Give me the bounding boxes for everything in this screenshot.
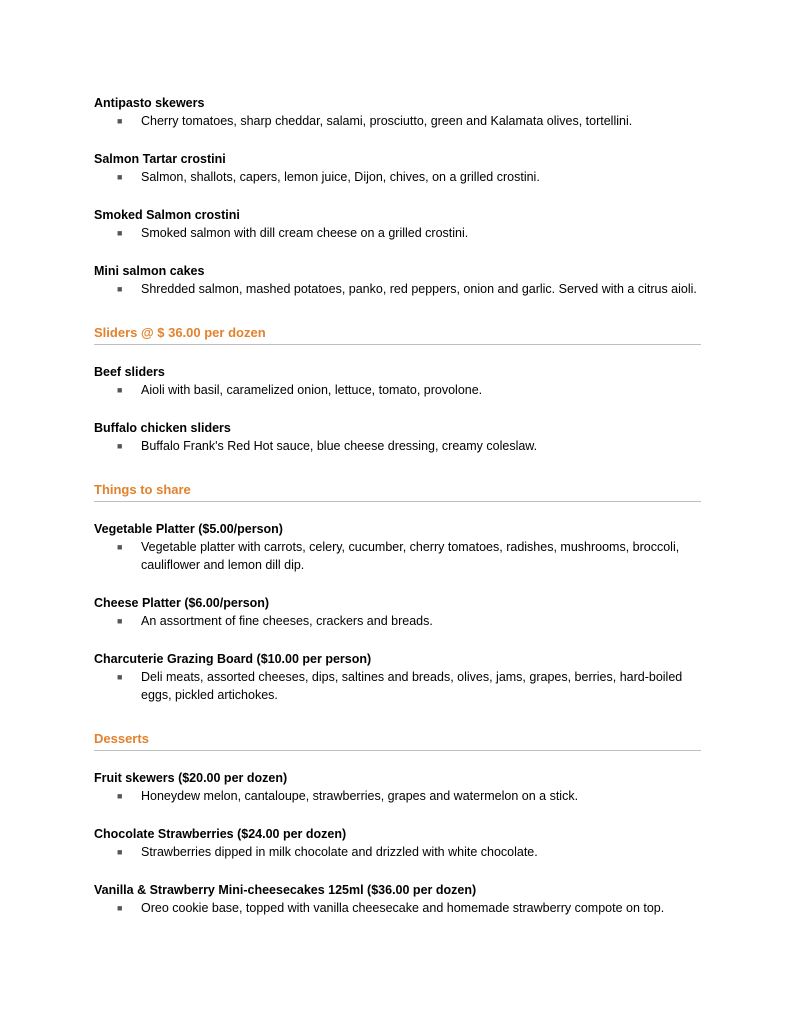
menu-item: [94, 206, 701, 242]
item-description: [94, 899, 701, 917]
menu-page: [94, 94, 701, 937]
item-title: Antipasto skewers: [94, 96, 205, 110]
square-bullet-icon: ■: [117, 116, 123, 126]
item-description: [94, 224, 701, 242]
menu-item: [94, 520, 701, 574]
square-bullet-icon: ■: [117, 542, 123, 552]
square-bullet-icon: ■: [117, 284, 123, 294]
item-description: [94, 381, 701, 399]
menu-item: [94, 419, 701, 455]
item-description: [94, 538, 701, 574]
item-description: [94, 843, 701, 861]
item-description: [94, 280, 701, 298]
item-description: [94, 787, 701, 805]
item-description: [94, 612, 701, 630]
square-bullet-icon: ■: [117, 385, 123, 395]
section-heading: Sliders @ $ 36.00 per dozen: [94, 324, 701, 345]
section-sliders: [94, 324, 701, 455]
menu-item: [94, 769, 701, 805]
section-heading: Desserts: [94, 730, 701, 751]
menu-item: [94, 594, 701, 630]
item-title: Salmon Tartar crostini: [94, 152, 226, 166]
item-description-text: An assortment of fine cheeses, crackers and breads.: [141, 614, 433, 628]
menu-item: [94, 881, 701, 917]
item-description-text: Shredded salmon, mashed potatoes, panko, red peppers, onion and garlic. Served with a citrus aioli.: [141, 282, 697, 296]
square-bullet-icon: ■: [117, 228, 123, 238]
menu-item: [94, 825, 701, 861]
item-description-text: Aioli with basil, caramelized onion, lettuce, tomato, provolone.: [141, 383, 483, 397]
square-bullet-icon: ■: [117, 903, 123, 913]
menu-item: [94, 363, 701, 399]
item-description-text: Honeydew melon, cantaloupe, strawberries, grapes and watermelon on a stick.: [141, 789, 579, 803]
item-title: Buffalo chicken sliders: [94, 421, 231, 435]
item-title: Mini salmon cakes: [94, 264, 205, 278]
item-description: [94, 168, 701, 186]
section-things-to-share: [94, 481, 701, 704]
menu-item: [94, 262, 701, 298]
section-desserts: [94, 730, 701, 917]
item-description-text: Vegetable platter with carrots, celery, cucumber, cherry tomatoes, radishes, mushrooms, broccoli, cauliflower and lemon dill dip.: [141, 540, 680, 572]
item-title: Chocolate Strawberries ($24.00 per dozen): [94, 827, 347, 841]
item-title: Charcuterie Grazing Board ($10.00 per person): [94, 652, 372, 666]
item-title: Beef sliders: [94, 365, 165, 379]
item-description: [94, 112, 701, 130]
square-bullet-icon: ■: [117, 847, 123, 857]
square-bullet-icon: ■: [117, 172, 123, 182]
item-description-text: Cherry tomatoes, sharp cheddar, salami, prosciutto, green and Kalamata olives, tortellini.: [141, 114, 633, 128]
item-description: [94, 437, 701, 455]
section-heading: Things to share: [94, 481, 701, 502]
square-bullet-icon: ■: [117, 791, 123, 801]
menu-item: [94, 94, 701, 130]
item-title: Vanilla & Strawberry Mini-cheesecakes 125ml ($36.00 per dozen): [94, 883, 477, 897]
item-description-text: Salmon, shallots, capers, lemon juice, Dijon, chives, on a grilled crostini.: [141, 170, 540, 184]
item-description-text: Oreo cookie base, topped with vanilla cheesecake and homemade strawberry compote on top.: [141, 901, 665, 915]
square-bullet-icon: ■: [117, 616, 123, 626]
item-title: Smoked Salmon crostini: [94, 208, 240, 222]
item-title: Fruit skewers ($20.00 per dozen): [94, 771, 288, 785]
item-title: Cheese Platter ($6.00/person): [94, 596, 270, 610]
menu-item: [94, 650, 701, 704]
item-description: [94, 668, 701, 704]
square-bullet-icon: ■: [117, 672, 123, 682]
item-title: Vegetable Platter ($5.00/person): [94, 522, 283, 536]
item-description-text: Strawberries dipped in milk chocolate and drizzled with white chocolate.: [141, 845, 538, 859]
square-bullet-icon: ■: [117, 441, 123, 451]
item-description-text: Buffalo Frank's Red Hot sauce, blue cheese dressing, creamy coleslaw.: [141, 439, 538, 453]
menu-item: [94, 150, 701, 186]
item-description-text: Smoked salmon with dill cream cheese on a grilled crostini.: [141, 226, 469, 240]
item-description-text: Deli meats, assorted cheeses, dips, saltines and breads, olives, jams, grapes, berries, hard-boiled eggs, pickled artichokes.: [141, 670, 683, 702]
